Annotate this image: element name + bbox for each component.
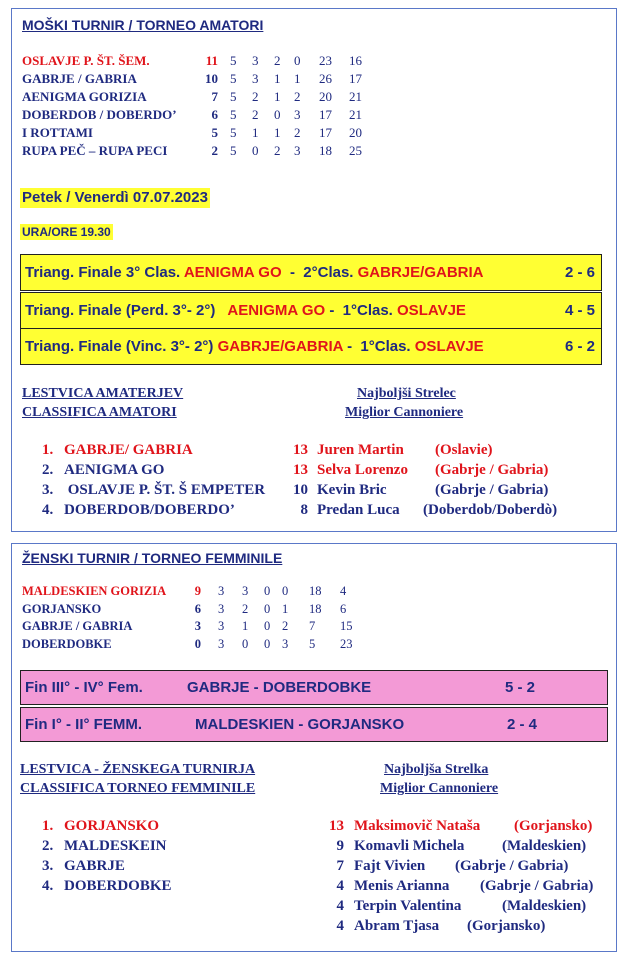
standings-d: 0	[264, 584, 271, 598]
standings-gf: 18	[309, 601, 322, 616]
match-line	[25, 302, 466, 319]
final-label: Fin III° - IV° Fem.	[25, 679, 143, 696]
standings-pts: 11	[205, 53, 218, 68]
scorer-club: (Doberdob/Doberdò)	[423, 502, 558, 518]
scorer-name: Komavli Michela	[354, 838, 465, 854]
standings-team: MALDESKIEN GORIZIA	[22, 584, 167, 598]
standings-team: OSLAVJE P. ŠT. ŠEM.	[22, 53, 150, 68]
match-box	[20, 328, 602, 365]
standings-w: 0	[252, 143, 259, 158]
standings-team: DOBERDOB / DOBERDO’	[22, 107, 177, 122]
standings-ga: 6	[340, 601, 347, 616]
scorer-name: Abram Tjasa	[354, 918, 440, 934]
scorer-name: Selva Lorenzo	[317, 462, 408, 478]
standings-ga: 16	[349, 53, 362, 68]
standings-d: 0	[264, 636, 271, 651]
standings-gf: 7	[309, 619, 316, 633]
standings-ga: 17	[349, 71, 362, 86]
standings-d: 1	[274, 125, 281, 140]
match-line	[25, 264, 484, 281]
ranking-team: DOBERDOBKE	[64, 878, 172, 894]
standings-w: 3	[242, 584, 249, 598]
standings-w: 2	[252, 89, 259, 104]
standings-l: 2	[294, 125, 301, 140]
standings-g: 5	[230, 107, 237, 122]
standings-l: 2	[282, 619, 289, 633]
standings-l: 3	[294, 107, 301, 122]
scorer-club: (Gorjansko)	[514, 818, 593, 834]
scorer-goals: 13	[293, 462, 308, 478]
match-stage: Triang. Finale (Vinc. 3°- 2°)	[25, 338, 218, 355]
scorer-club: (Oslavie)	[435, 442, 493, 458]
standings-pts: 3	[194, 619, 201, 633]
ranking-team: MALDESKEIN	[64, 838, 167, 854]
final-teams: MALDESKIEN - GORJANSKO	[195, 716, 405, 733]
ranking-position: 3.	[42, 858, 54, 874]
match-score: 6 - 2	[564, 338, 595, 355]
final-box	[20, 707, 608, 742]
match-team-a: AENIGMA GO	[183, 264, 282, 281]
scorer-name: Juren Martin	[317, 442, 404, 458]
standings-gf: 18	[319, 143, 332, 158]
standings-d: 2	[274, 143, 281, 158]
match-box	[20, 254, 602, 291]
standings-team: DOBERDOBKE	[22, 636, 112, 651]
scorer-club: (Gorjansko)	[467, 918, 546, 934]
standings-gf: 17	[319, 125, 332, 140]
scorer-goals: 8	[300, 502, 308, 518]
match-date: Petek / Venerdì 07.07.2023	[22, 189, 208, 206]
standings-d: 0	[264, 601, 271, 616]
standings-w: 3	[252, 53, 259, 68]
standings-team: GORJANSKO	[22, 601, 102, 616]
standings-l: 1	[282, 601, 289, 616]
standings-w: 3	[252, 71, 259, 86]
standings-w: 0	[242, 636, 249, 651]
match-vs: - 2°Clas.	[281, 264, 358, 281]
scorer-club: (Gabrje / Gabria)	[455, 858, 569, 874]
standings-ga: 23	[340, 636, 353, 651]
standings-g: 3	[218, 636, 225, 651]
standings-g: 3	[218, 584, 225, 598]
standings-pts: 6	[211, 107, 218, 122]
standings-team: I ROTTAMI	[22, 125, 93, 140]
men-top-scorer-label-si: Najboljši Strelec	[357, 386, 456, 401]
standings-team: GABRJE / GABRIA	[22, 71, 137, 86]
ranking-position: 4.	[42, 878, 54, 894]
standings-team: RUPA PEČ – RUPA PECI	[22, 143, 168, 158]
women-top-scorer-label-si: Najboljša Strelka	[384, 762, 489, 777]
standings-w: 2	[242, 601, 249, 616]
ranking-position: 1.	[42, 818, 54, 834]
standings-w: 1	[252, 125, 259, 140]
women-classification-label-si: LESTVICA - ŽENSKEGA TURNIRJA	[20, 762, 256, 777]
ranking-position: 1.	[42, 442, 54, 458]
standings-l: 1	[294, 71, 301, 86]
standings-gf: 17	[319, 107, 332, 122]
standings-d: 1	[274, 89, 281, 104]
standings-g: 5	[230, 53, 237, 68]
standings-l: 3	[282, 636, 289, 651]
ranking-position: 4.	[42, 502, 54, 518]
standings-pts: 9	[194, 584, 201, 598]
scorer-goals: 4	[336, 878, 344, 894]
match-box	[20, 292, 602, 329]
scorer-name: Terpin Valentina	[354, 898, 462, 914]
scorer-name: Menis Arianna	[354, 878, 450, 894]
women-tournament-panel	[11, 543, 617, 952]
match-team-b: GABRJE/GABRIA	[357, 264, 484, 281]
women-classification-label-it: CLASSIFICA TORNEO FEMMINILE	[20, 781, 256, 796]
final-score: 5 - 2	[505, 679, 536, 696]
match-team-b: OSLAVJE	[397, 302, 466, 319]
standings-pts: 7	[211, 89, 218, 104]
standings-d: 2	[274, 53, 281, 68]
final-score: 2 - 4	[507, 716, 538, 733]
final-label: Fin I° - II° FEMM.	[25, 716, 142, 733]
match-team-a: AENIGMA GO	[227, 302, 326, 319]
men-title	[22, 17, 263, 33]
men-classification-label-it: CLASSIFICA AMATORI	[22, 405, 177, 420]
match-vs: - 1°Clas.	[342, 338, 415, 355]
standings-l: 0	[294, 53, 301, 68]
standings-w: 1	[242, 619, 249, 633]
men-title-text: MOŠKI TURNIR / TORNEO AMATORI	[22, 17, 264, 33]
men-top-scorer-label-it: Miglior Cannoniere	[345, 405, 464, 420]
scorer-name: Kevin Bric	[317, 482, 387, 498]
women-title-text: ŽENSKI TURNIR / TORNEO FEMMINILE	[22, 550, 283, 566]
match-team-b: OSLAVJE	[414, 338, 484, 355]
match-vs: - 1°Clas.	[325, 302, 398, 319]
standings-d: 0	[264, 619, 271, 633]
women-top-scorer-label-it: Miglior Cannoniere	[380, 781, 499, 796]
ranking-position: 2.	[42, 838, 54, 854]
ranking-team: DOBERDOB/DOBERDO’	[64, 502, 235, 518]
match-score: 2 - 6	[564, 264, 595, 281]
final-box	[20, 670, 608, 705]
standings-pts: 2	[211, 143, 218, 158]
standings-ga: 20	[349, 125, 362, 140]
standings-g: 5	[230, 89, 237, 104]
standings-w: 2	[252, 107, 259, 122]
scorer-club: (Gabrje / Gabria)	[435, 482, 549, 498]
ranking-position: 3.	[42, 482, 54, 498]
standings-ga: 25	[349, 143, 362, 158]
standings-g: 5	[230, 71, 237, 86]
scorer-goals: 13	[329, 818, 344, 834]
standings-l: 0	[282, 584, 289, 598]
scorer-goals: 4	[336, 898, 344, 914]
standings-g: 3	[218, 619, 225, 633]
ranking-team: OSLAVJE P. ŠT. Š EMPETER	[64, 482, 266, 498]
scorer-club: (Gabrje / Gabria)	[435, 462, 549, 478]
standings-g: 5	[230, 125, 237, 140]
ranking-team: GABRJE	[64, 858, 125, 874]
match-stage: Triang. Finale (Perd. 3°- 2°)	[25, 302, 216, 319]
standings-d: 0	[274, 107, 281, 122]
scorer-goals: 13	[293, 442, 308, 458]
scorer-goals: 9	[336, 838, 344, 854]
standings-team: GABRJE / GABRIA	[22, 619, 133, 633]
standings-ga: 21	[349, 89, 362, 104]
scorer-goals: 7	[336, 858, 344, 874]
scorer-club: (Maldeskien)	[502, 898, 587, 914]
standings-ga: 15	[340, 619, 353, 633]
scorer-name: Fajt Vivien	[354, 858, 426, 874]
ranking-team: GABRJE/ GABRIA	[64, 442, 193, 458]
standings-gf: 23	[319, 53, 332, 68]
match-score: 4 - 5	[564, 302, 595, 319]
men-tournament-panel	[11, 8, 617, 532]
standings-pts: 6	[194, 601, 201, 616]
standings-g: 3	[218, 601, 225, 616]
ranking-position: 2.	[42, 462, 54, 478]
ranking-team: AENIGMA GO	[64, 462, 165, 478]
match-time: URA/ORE 19.30	[22, 225, 111, 239]
scorer-name: Maksimovič Nataša	[354, 818, 481, 834]
scorer-club: (Maldeskien)	[502, 838, 587, 854]
match-stage: Triang. Finale 3° Clas.	[25, 264, 184, 281]
standings-pts: 10	[205, 71, 218, 86]
standings-pts: 0	[194, 636, 201, 651]
scorer-goals: 4	[336, 918, 344, 934]
standings-gf: 26	[319, 71, 332, 86]
scorer-name: Predan Luca	[317, 502, 400, 518]
standings-pts: 5	[211, 125, 218, 140]
scorer-goals: 10	[293, 482, 308, 498]
ranking-team: GORJANSKO	[64, 818, 160, 834]
standings-l: 3	[294, 143, 301, 158]
standings-gf: 5	[309, 636, 316, 651]
standings-gf: 20	[319, 89, 332, 104]
standings-g: 5	[230, 143, 237, 158]
standings-ga: 21	[349, 107, 362, 122]
men-classification-label-si: LESTVICA AMATERJEV	[22, 386, 184, 401]
match-line	[25, 338, 484, 355]
standings-ga: 4	[340, 584, 347, 598]
final-teams: GABRJE - DOBERDOBKE	[187, 679, 372, 696]
match-team-a: GABRJE/GABRIA	[217, 338, 343, 355]
standings-team: AENIGMA GORIZIA	[22, 89, 147, 104]
scorer-club: (Gabrje / Gabria)	[480, 878, 594, 894]
women-title	[22, 550, 282, 566]
standings-l: 2	[294, 89, 301, 104]
standings-gf: 18	[309, 584, 322, 598]
standings-d: 1	[274, 71, 281, 86]
